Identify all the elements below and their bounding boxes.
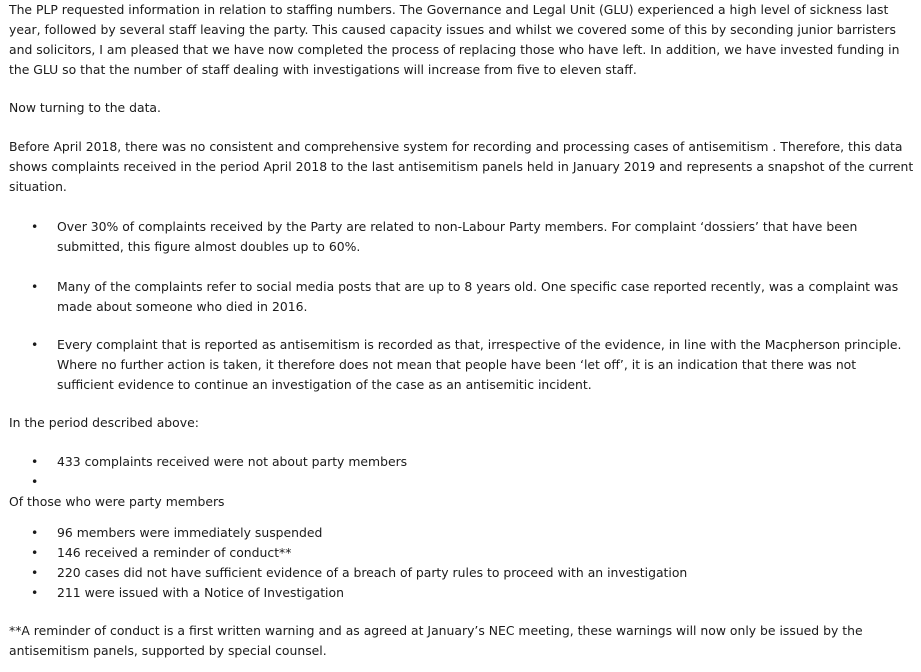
list-item	[9, 452, 917, 472]
period-list	[9, 452, 917, 492]
list-item	[9, 583, 917, 603]
bullet-icon: •	[31, 279, 39, 294]
data-context-paragraph: Before April 2018, there was no consistent and comprehensive system for recording and processing cases of antisemitism . Therefore, this data shows complaints received in the period April 2018 to the last antisemitism panels held in January 2019 and represents a snapshot of the current situation.	[9, 139, 914, 194]
bullet-icon: •	[31, 545, 39, 560]
list-item	[9, 217, 917, 257]
list-item-text: 211 were issued with a Notice of Investigation	[57, 585, 344, 600]
list-item-text: Every complaint that is reported as antisemitism is recorded as that, irrespective of the evidence, in line with the Macpherson principle. Where no further action is taken, it therefore does not mean that people have been ‘let off’, it is an indication that there was not sufficient evidence to continue an investigation of the case as an antisemitic incident.	[57, 337, 902, 392]
list-item	[9, 335, 917, 395]
members-intro: Of those who were party members	[9, 494, 225, 509]
bullet-icon: •	[31, 525, 39, 540]
bullet-icon: •	[31, 585, 39, 600]
bullet-icon: •	[31, 337, 39, 352]
turning-to-data-paragraph: Now turning to the data.	[9, 100, 161, 115]
list-item	[9, 472, 917, 492]
list-item-text: Over 30% of complaints received by the Party are related to non-Labour Party members. For complaint ‘dossiers’ that have been submitted, this figure almost doubles up to 60%.	[57, 219, 858, 254]
bullet-icon: •	[31, 474, 39, 489]
list-item-text: Many of the complaints refer to social media posts that are up to 8 years old. One specific case reported recently, was a complaint was made about someone who died in 2016.	[57, 279, 899, 314]
bullet-icon: •	[31, 219, 39, 234]
list-item	[9, 543, 917, 563]
footnote: **A reminder of conduct is a first written warning and as agreed at January’s NEC meeting, these warnings will now only be issued by the antisemitism panels, supported by special counsel.	[9, 623, 863, 658]
list-item-text: 220 cases did not have sufficient evidence of a breach of party rules to proceed with an investigation	[57, 565, 688, 580]
list-item	[9, 523, 917, 543]
key-points-list	[9, 217, 917, 395]
list-item-text: 146 received a reminder of conduct**	[57, 545, 292, 560]
list-item	[9, 563, 917, 583]
list-item-text: 433 complaints received were not about party members	[57, 454, 408, 469]
list-item	[9, 277, 917, 317]
members-outcome-list	[9, 523, 917, 603]
bullet-icon: •	[31, 454, 39, 469]
bullet-icon: •	[31, 565, 39, 580]
staffing-paragraph: The PLP requested information in relation to staffing numbers. The Governance and Legal Unit (GLU) experienced a high level of sickness last year, followed by several staff leaving the party. This caused capacity issues and whilst we covered some of this by seconding junior barristers and solicitors, I am pleased that we have now completed the process of replacing those who have left. In addition, we have invested funding in the GLU so that the number of staff dealing with investigations will increase from five to eleven staff.	[9, 2, 900, 77]
list-item-text: 96 members were immediately suspended	[57, 525, 323, 540]
period-intro: In the period described above:	[9, 415, 199, 430]
